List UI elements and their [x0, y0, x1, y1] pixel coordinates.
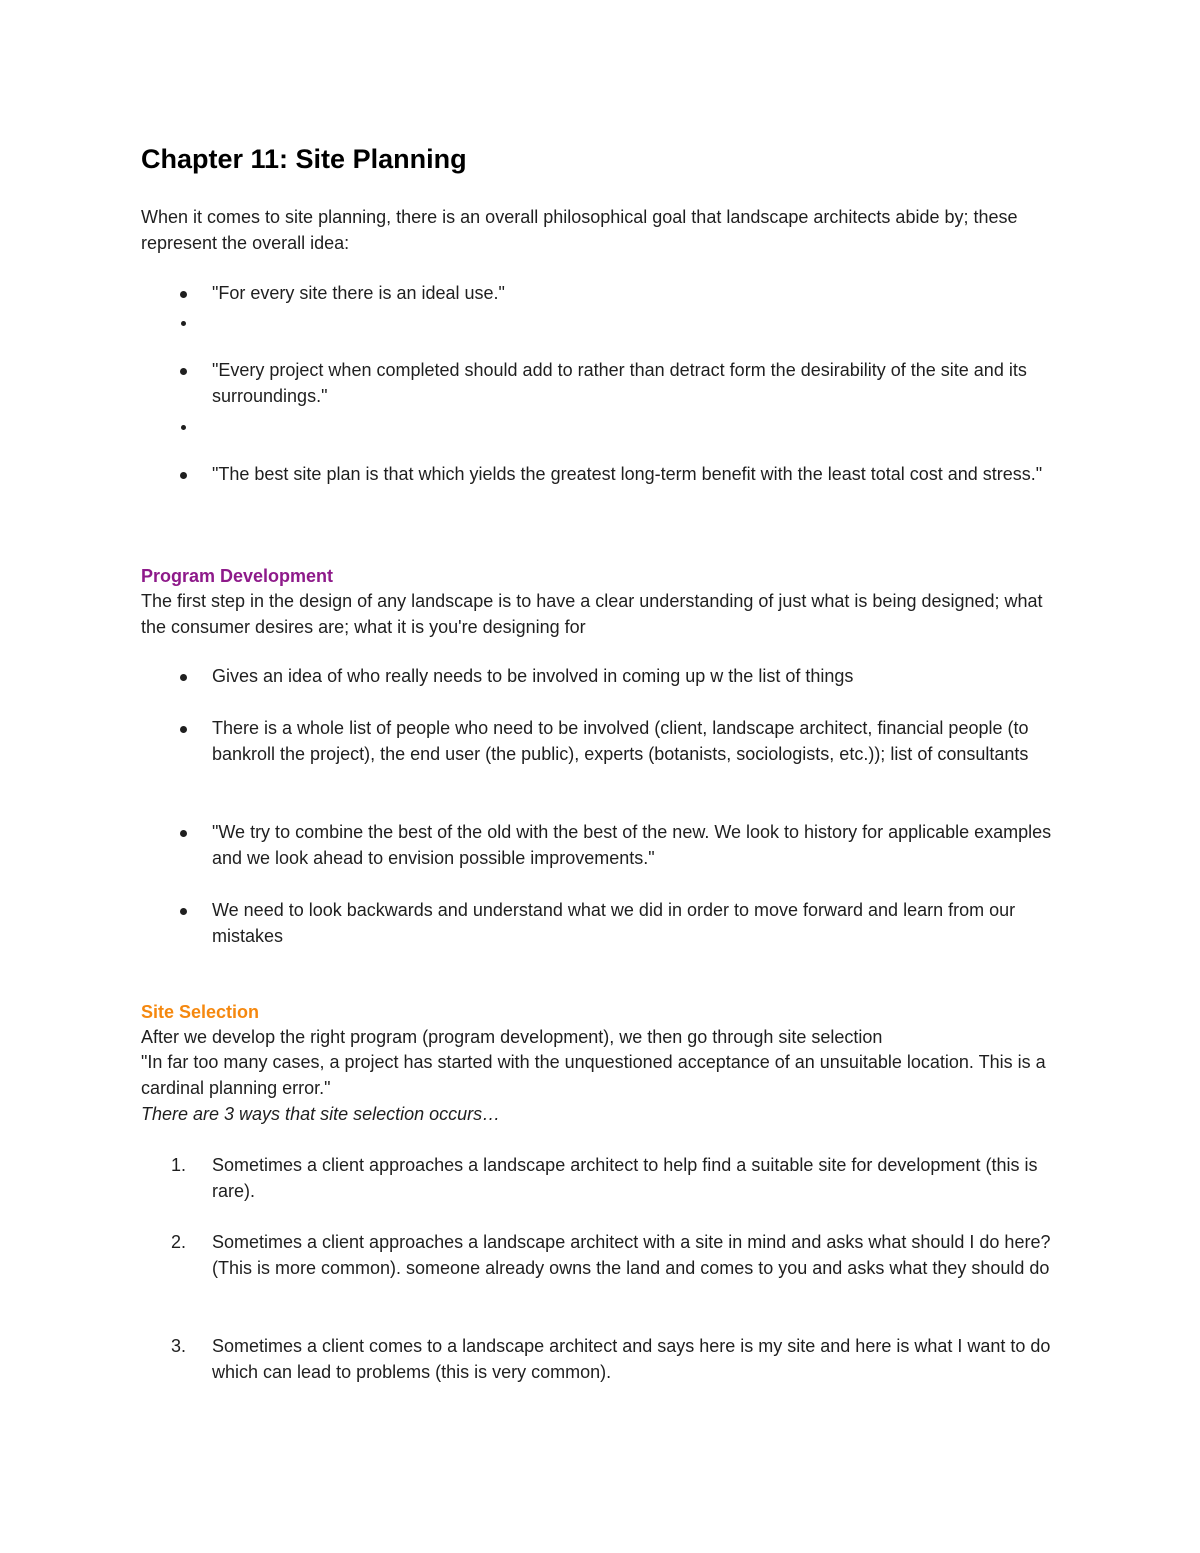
goal-text: "For every site there is an ideal use." [212, 283, 505, 303]
goal-text: "The best site plan is that which yields the greatest long-term benefit with the least total cost and stress." [212, 464, 1043, 484]
site-selection-item-text: Sometimes a client approaches a landscape architect with a site in mind and asks what should I do here? (This is more common). someone already owns the land and comes to you and asks what they should do [212, 1232, 1051, 1278]
bullet-icon [180, 726, 187, 733]
program-bullet-text: "We try to combine the best of the old with the best of the new. We look to history for applicable examples and we look ahead to envision possible improvements." [212, 822, 1052, 868]
bullet-icon [180, 908, 187, 915]
bullet-icon [180, 830, 187, 837]
program-bullet-text: We need to look backwards and understand what we did in order to move forward and learn from our mistakes [212, 900, 1016, 946]
program-bullet-text: There is a whole list of people who need to be involved (client, landscape architect, financial people (to bankroll the project), the end user (the public), experts (botanists, sociologists, etc.)); list of consultants [212, 718, 1029, 764]
bullet-icon [180, 472, 187, 479]
site-selection-item-text: Sometimes a client comes to a landscape architect and says here is my site and here is what I want to do which can lead to problems (this is very common). [212, 1336, 1051, 1382]
list-number: 2. [171, 1232, 187, 1252]
list-number: 3. [171, 1336, 187, 1356]
site-selection-quote: "In far too many cases, a project has started with the unquestioned acceptance of an unsuitable location. This is a cardinal planning error." [141, 1052, 1046, 1098]
bullet-icon [180, 368, 187, 375]
goal-text: "Every project when completed should add to rather than detract form the desirability of the site and its surroundings." [212, 360, 1027, 406]
bullet-icon [181, 321, 186, 326]
bullet-icon [180, 674, 187, 681]
chapter-title: Chapter 11: Site Planning [141, 144, 467, 174]
site-selection-paragraph: After we develop the right program (program development), we then go through site selection [141, 1027, 883, 1047]
program-bullet-text: Gives an idea of who really needs to be involved in coming up w the list of things [212, 666, 854, 686]
site-selection-ways: There are 3 ways that site selection occurs… [141, 1104, 501, 1124]
site-selection-heading: Site Selection [141, 1002, 260, 1022]
program-development-paragraph: The first step in the design of any landscape is to have a clear understanding of just what is being designed; what the consumer desires are; what it is you're designing for [141, 591, 1043, 637]
list-number: 1. [171, 1155, 187, 1175]
intro-paragraph: When it comes to site planning, there is an overall philosophical goal that landscape architects abide by; these represent the overall idea: [141, 207, 1018, 253]
program-development-heading: Program Development [141, 566, 334, 586]
bullet-icon [180, 291, 187, 298]
bullet-icon [181, 425, 186, 430]
site-selection-item-text: Sometimes a client approaches a landscape architect to help find a suitable site for development (this is rare). [212, 1155, 1038, 1201]
